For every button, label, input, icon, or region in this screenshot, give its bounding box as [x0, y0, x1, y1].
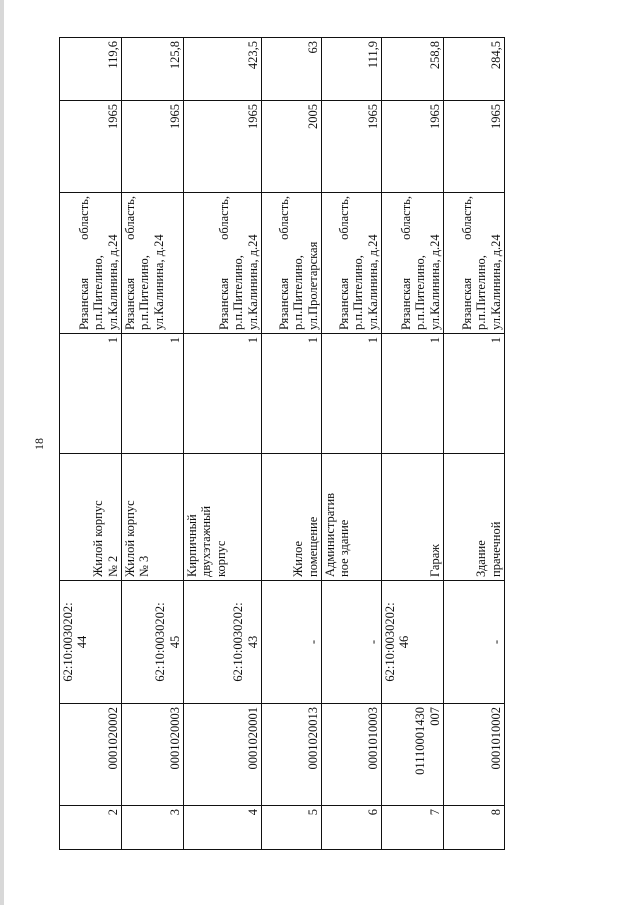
address-street: ул.Калинина, д.24	[105, 234, 120, 330]
cell-quantity: 1	[60, 334, 122, 454]
cell-area: 125,8	[122, 38, 184, 101]
cell-address	[262, 193, 322, 334]
address-street: ул.Калинина, д.24	[365, 234, 380, 330]
cell-area: 63	[262, 38, 322, 101]
cell-row-number: 7	[382, 806, 444, 850]
cell-quantity: 1	[382, 334, 444, 454]
cell-address	[122, 193, 184, 334]
scan-edge	[0, 0, 4, 905]
cell-area: 111,9	[322, 38, 382, 101]
cell-object-name: Здание прачечной	[444, 454, 505, 581]
address-region: Рязанская область,	[123, 196, 137, 330]
cell-inventory-number: 01110001430 007	[382, 704, 444, 806]
cell-year: 1965	[444, 101, 505, 193]
cell-cadastral-number: 62:10:0030202: 44	[60, 581, 122, 704]
cell-year: 1965	[322, 101, 382, 193]
cell-area: 258,8	[382, 38, 444, 101]
table-row	[122, 38, 184, 850]
cell-object-name: Жилое помещение	[262, 454, 322, 581]
cell-inventory-number: 0001010002	[444, 704, 505, 806]
cell-year: 1965	[122, 101, 184, 193]
cell-row-number: 3	[122, 806, 184, 850]
address-street: ул.Калинина, д.24	[427, 234, 442, 330]
cell-row-number: 2	[60, 806, 122, 850]
cell-object-name: Кирпичный двухэтажный корпус	[184, 454, 262, 581]
cell-area: 284,5	[444, 38, 505, 101]
cell-row-number: 6	[322, 806, 382, 850]
address-settlement: р.п.Пителино,	[137, 255, 152, 330]
property-table	[59, 37, 505, 850]
cell-inventory-number: 0001020001	[184, 704, 262, 806]
cell-area: 119,6	[60, 38, 122, 101]
address-settlement: р.п.Пителино,	[231, 255, 246, 330]
table-row	[382, 38, 444, 850]
table-row	[322, 38, 382, 850]
cell-cadastral-number: 62:10:0030202: 45	[122, 581, 184, 704]
cell-inventory-number: 0001020003	[122, 704, 184, 806]
address-street: ул.Калинина, д.24	[488, 234, 503, 330]
address-region: Рязанская область,	[336, 196, 351, 330]
cell-quantity: 1	[322, 334, 382, 454]
rotated-table	[59, 38, 504, 850]
cell-address	[322, 193, 382, 334]
cell-object-name: Административ ное здание	[322, 454, 382, 581]
cell-cadastral-number: -	[444, 581, 505, 704]
address-settlement: р.п.Пителино,	[91, 255, 106, 330]
cell-cadastral-number: -	[262, 581, 322, 704]
cell-area: 423,5	[184, 38, 262, 101]
cell-year: 1965	[184, 101, 262, 193]
cell-year: 1965	[382, 101, 444, 193]
cell-inventory-number: 0001010003	[322, 704, 382, 806]
cell-cadastral-number: 62:10:0030202: 46	[382, 581, 444, 704]
cell-address	[184, 193, 262, 334]
address-settlement: р.п.Пителино,	[474, 255, 489, 330]
cell-object-name: Жилой корпус № 2	[60, 454, 122, 581]
cell-quantity: 1	[184, 334, 262, 454]
cell-row-number: 5	[262, 806, 322, 850]
cell-inventory-number: 0001020002	[60, 704, 122, 806]
cell-cadastral-number: 62:10:0030202: 43	[184, 581, 262, 704]
cell-row-number: 4	[184, 806, 262, 850]
cell-address	[60, 193, 122, 334]
cell-inventory-number: 0001020013	[262, 704, 322, 806]
address-street: ул.Калинина, д.24	[151, 234, 166, 330]
cell-address	[444, 193, 505, 334]
table-body	[60, 38, 505, 850]
address-region: Рязанская область,	[398, 196, 413, 330]
cell-quantity: 1	[444, 334, 505, 454]
address-region: Рязанская область,	[76, 196, 91, 330]
address-settlement: р.п.Пителино,	[291, 255, 306, 330]
cell-address	[382, 193, 444, 334]
table-row	[60, 38, 122, 850]
address-region: Рязанская область,	[459, 196, 474, 330]
cell-object-name: Гараж	[382, 454, 444, 581]
cell-quantity: 1	[262, 334, 322, 454]
address-settlement: р.п.Пителино,	[413, 255, 428, 330]
address-settlement: р.п.Пителино,	[351, 255, 366, 330]
page-number: 18	[32, 438, 46, 450]
cell-row-number: 8	[444, 806, 505, 850]
cell-object-name: Жилой корпус № 3	[122, 454, 184, 581]
cell-cadastral-number: -	[322, 581, 382, 704]
cell-year: 1965	[60, 101, 122, 193]
table-container	[59, 38, 504, 850]
table-row	[184, 38, 262, 850]
address-region: Рязанская область,	[276, 196, 291, 330]
address-street: ул.Калинина, д.24	[245, 234, 260, 330]
address-region: Рязанская область,	[216, 196, 231, 330]
cell-quantity: 1	[122, 334, 184, 454]
table-row	[444, 38, 505, 850]
address-street: ул.Пролетарская	[305, 241, 320, 330]
cell-year: 2005	[262, 101, 322, 193]
table-row	[262, 38, 322, 850]
